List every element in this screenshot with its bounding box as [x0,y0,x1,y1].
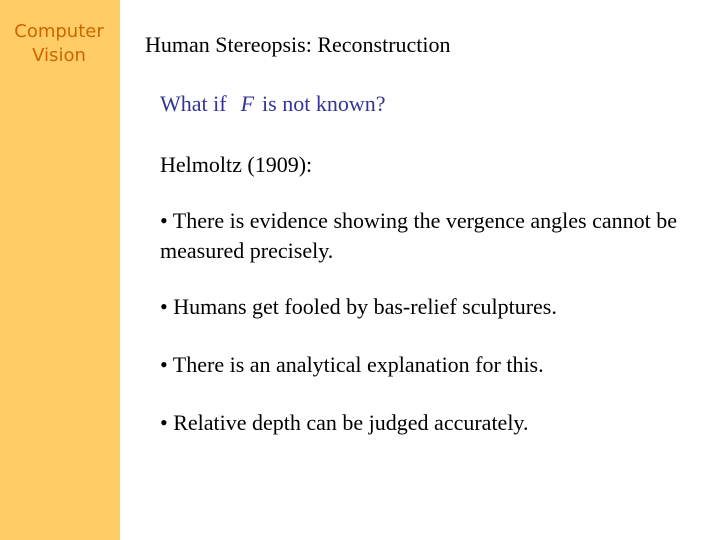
bullet-item: • There is evidence showing the vergence angles cannot be measured precisely. [160,208,677,263]
slide-title: Human Stereopsis: Reconstruction [145,32,451,57]
sidebar [0,0,120,540]
subtitle-prefix: What if [160,91,227,116]
bullet-item: • Relative depth can be judged accurately. [160,410,529,435]
subtitle-suffix: is not known? [262,91,386,116]
subtitle [160,90,386,118]
bullet-item: • There is an analytical explanation for this. [160,352,544,377]
sidebar-label [0,20,118,68]
sidebar-label-line2: Vision [32,45,86,66]
section-heading: Helmoltz (1909): [160,152,313,177]
sidebar-label-line1: Computer [14,21,104,42]
bullet-item: • Humans get fooled by bas-relief sculptures. [160,294,557,319]
subtitle-variable: F [240,91,255,116]
